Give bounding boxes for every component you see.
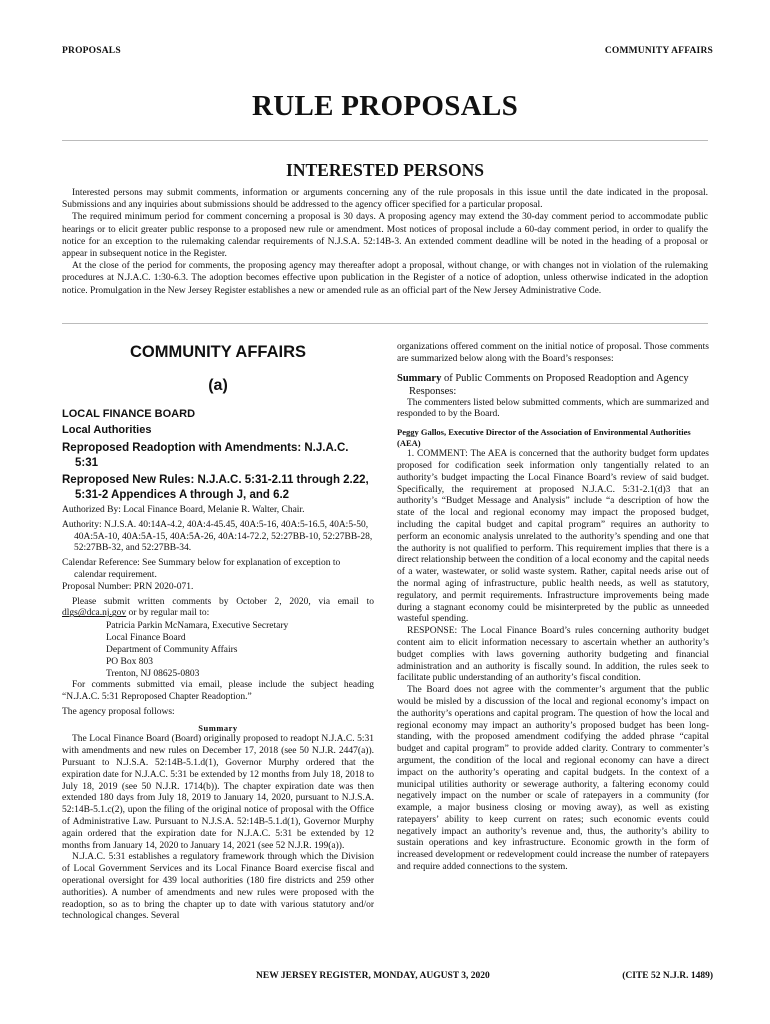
submit-text: Please submit written comments by October 2, 2020, via email to — [72, 596, 374, 607]
summary-heading: Summary — [198, 722, 238, 733]
authority: Authority: N.J.S.A. 40:14A-4.2, 40A:4-45.45, 40A:5-16, 40A:5-16.5, 40A:5-50, 40A:5A-10, 40A:5A-15, 40A:5A-26, 40A:14-72.2, 52:27BB-10, 52:27BB-28, 52:27BB-32, and 52:27BB-34. — [62, 519, 373, 554]
running-header-right: COMMUNITY AFFAIRS — [604, 46, 713, 56]
address-line: PO Box 803 — [106, 657, 153, 668]
paragraph: Interested persons may submit comments, information or arguments concerning any of the rule proposals in this issue until the date indicated in the proposal. Submissions and any inquiries about submissions should be addressed to the agency officer specified for a particular proposal. — [62, 188, 708, 211]
summary-of-comments-heading — [397, 372, 709, 398]
address-line: Local Finance Board — [106, 633, 186, 644]
agency-heading: COMMUNITY AFFAIRS — [130, 343, 306, 361]
divider — [62, 323, 708, 324]
submit-instructions — [62, 597, 374, 621]
board-response-paragraph: The Board does not agree with the commenter’s argument that the public would be misled by a discussion of the local and regional economy’s impact on the authority’s operations and capital program. The question of how the local and regional economy may impact an authority’s proposed budget has been long-standing, with the proposed amendment codifying the added phrase “capital budget and capital program” to provide added clarity. Contrary to commenter’s argument, the condition of the local and regional economy can have a direct impact on the authority’s operating and capital budgets. In the context of a municipal utilities authority or sewerage authority, a faltering economy could negatively impact on the number or scale of ratepayers in a community (for example, a major business closing or moving away), as well as existing ratepayers’ ability to keep current on rates; such economic events could negatively impact an authority’s revenue and, thus, the authority’s ability to sustain operations and key infrastructure. Economic growth in the form of increased development or redevelopment could increase the number of ratepayers and require added connections to the system. — [397, 685, 709, 873]
address-line: Department of Community Affairs — [106, 645, 238, 656]
footer-left: NEW JERSEY REGISTER, MONDAY, AUGUST 3, 2020 — [256, 971, 490, 981]
summary-label: Summary — [397, 372, 442, 384]
paragraph: The commenters listed below submitted comments, which are summarized and responded to by the Board. — [397, 397, 709, 420]
readoption-heading: Reproposed Readoption with Amendments: N.J.A.C. 5:31 — [62, 442, 349, 469]
paragraph: organizations offered comment on the initial notice of proposal. Those comments are summarized below along with the Board’s responses: — [397, 342, 709, 364]
new-rules-heading: Reproposed New Rules: N.J.A.C. 5:31-2.11 through 2.22, 5:31-2 Appendices A through J, and 6.2 — [62, 474, 369, 501]
paragraph: The required minimum period for comment concerning a proposal is 30 days. A proposing agency may extend the 30-day comment period to accommodate public hearings or to elicit greater public response to a proposed new rule or amendment. Most notices of proposal include a 60-day comment period, in order to qualify the notice for an exception to the rulemaking calendar requirements of N.J.S.A. 52:14B-3. An extended comment deadline will be noted in the heading of a proposal or appear in subsequent notice in the Register. — [62, 212, 708, 260]
response-paragraph: RESPONSE: The Local Finance Board’s rules concerning authority budget content aim to elicit information necessary to ascertain whether an authority’s budget complies with laws governing authority budgeting and financial administration and an authority is fiscally sound. In addition, the rules seek to facilitate public understanding of an authority’s fiscal condition. — [397, 626, 709, 684]
email-link[interactable]: dlgs@dca.nj.gov — [62, 608, 127, 619]
address-line: Patricia Parkin McNamara, Executive Secretary — [106, 621, 289, 632]
footer-right: (CITE 52 N.J.R. 1489) — [622, 971, 713, 981]
agency-follows: The agency proposal follows: — [62, 706, 175, 717]
interested-persons-text — [62, 187, 708, 297]
calendar-reference: Calendar Reference: See Summary below for explanation of exception to calendar requirement. — [62, 558, 341, 580]
paragraph: At the close of the period for comments, the proposing agency may thereafter adopt a proposal, without change, or with changes not in violation of the rulemaking procedures at N.J.A.C. 1:30-6.3. The adoption becomes effective upon publication in the Register of a notice of adoption, unless otherwise indicated in the adoption notice. Promulgation in the New Jersey Register establishes a new or amended rule as an official part of the New Jersey Administrative Code. — [62, 261, 708, 296]
address-line: Trenton, NJ 08625-0803 — [106, 669, 200, 680]
summary-paragraph: The Local Finance Board (Board) originally proposed to readopt N.J.A.C. 5:31 with amendments and new rules on December 17, 2018 (see 50 N.J.R. 2447(a)). Pursuant to N.J.S.A. 52:14B-5.1.d(1), Governor Murphy ordered that the expiration date for N.J.A.C. 5:31 be extended by 12 months from July 18, 2018 to July 18, 2019 (see 50 N.J.R. 1714(b)). The chapter expiration date was then extended 180 days from July 18, 2019 to January 14, 2020, pursuant to N.J.S.A. 52:14B-5.1.c(2), upon the filing of the original notice of proposal with the Office of Administrative Law. Pursuant to N.J.S.A. 52:14B-5.1.d(1), Governor Murphy again ordered that the expiration date for N.J.A.C. 5:31 be extended by 12 months from January 14, 2020 to January 14, 2021 (see 52 N.J.R. 199(a)). — [62, 734, 374, 851]
commenter-heading: Peggy Gallos, Executive Director of the Association of Environmental Authorities (AEA) — [397, 427, 691, 449]
running-header-left: PROPOSALS — [62, 46, 121, 56]
email-note: For comments submitted via email, please include the subject heading “N.J.A.C. 5:31 Reproposed Chapter Readoption.” — [62, 680, 374, 702]
interested-persons-heading: INTERESTED PERSONS — [286, 160, 484, 180]
right-column — [397, 342, 709, 874]
summary-paragraph: N.J.A.C. 5:31 establishes a regulatory framework through which the Division of Local Government Services and its Local Finance Board exercise fiscal and operational oversight for 439 local authorities (180 fire districts and 259 other authorities). A number of amendments and new rules were proposed with the readoption, so as to bring the chapter up to date with various statutory and/or technological changes. Several — [62, 852, 374, 922]
proposal-number: Proposal Number: PRN 2020-071. — [62, 581, 194, 592]
left-column — [62, 342, 374, 923]
page-title: RULE PROPOSALS — [251, 90, 519, 122]
submit-text-2: or by regular mail to: — [126, 608, 210, 619]
item-letter: (a) — [208, 377, 228, 394]
divider — [62, 140, 708, 141]
mailing-address — [62, 620, 374, 680]
comment-paragraph: 1. COMMENT: The AEA is concerned that the authority budget form updates proposed for codification seek information only tangentially related to an authority’s budget impacting the Local Finance Board’s review of said budget. Specifically, the requirement at proposed N.J.A.C. 5:31-2.1(d)3 that an authority’s “Budget Message and Analysis” include “a description of how the state of the local and regional economy may impact the proposed budget, including the capital budget and capital program” requires an authority to perform an economic analysis unrelated to the authority’s spending and one that the authority is not qualified to perform. This requirement implies that there is a direct relationship between the condition of a local economy and the capital needs of a water, wastewater, or solid waste system. Rather, capital needs arise out of the normal aging of infrastructure, public health needs, as well as statutory, regulatory, and permit requirements. Infrastructure improvements being made during a stagnant economy could be misinterpreted by the public as unneeded wasteful spending. — [397, 449, 709, 625]
summary-heading-rest: of Public Comments on Proposed Readoption and Agency Responses: — [409, 372, 689, 397]
board-name: LOCAL FINANCE BOARD — [62, 408, 196, 420]
subject-heading: Local Authorities — [62, 424, 152, 436]
authorized-by: Authorized By: Local Finance Board, Melanie R. Walter, Chair. — [62, 505, 305, 515]
